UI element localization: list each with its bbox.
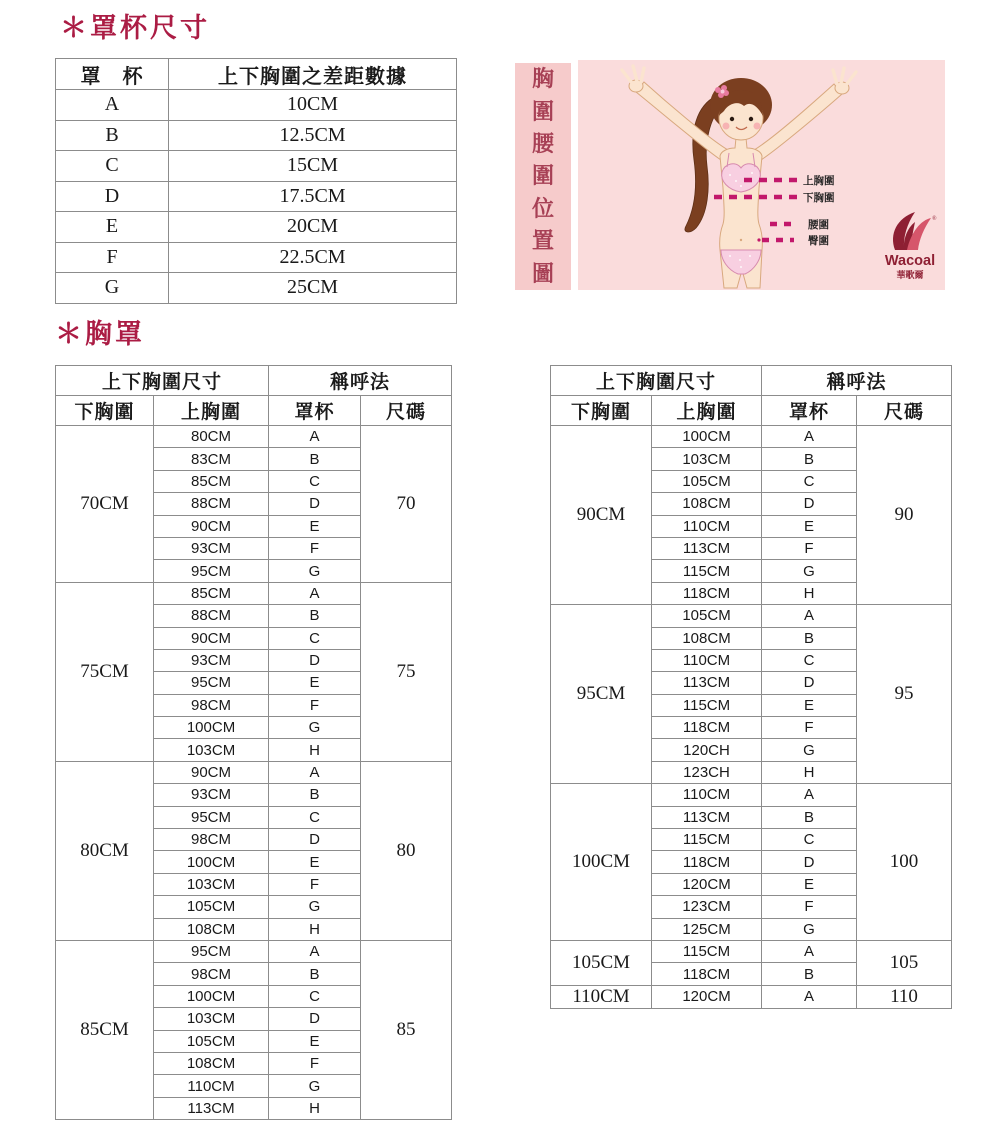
upper-bust-cell: 113CM	[652, 672, 762, 694]
cup-diff-cell: 12.5CM	[169, 120, 457, 151]
upper-bust-cell: 83CM	[154, 448, 269, 470]
cup-cell: A	[269, 426, 361, 448]
cup-cell: C	[762, 829, 857, 851]
upper-bust-cell: 125CM	[652, 918, 762, 940]
upper-bust-cell: 95CM	[154, 806, 269, 828]
cup-cell: A	[269, 761, 361, 783]
upper-bust-cell: 100CM	[154, 985, 269, 1007]
size-code-cell: 85	[361, 940, 452, 1119]
bra-group-header: 上下胸圍尺寸	[56, 366, 269, 396]
cup-table-header-row	[56, 59, 457, 90]
bra-section-title: ＊胸罩	[55, 319, 145, 349]
upper-bust-cell: 123CH	[652, 761, 762, 783]
cup-cell: C	[762, 470, 857, 492]
cup-cell: E	[762, 873, 857, 895]
cup-cell: E	[269, 851, 361, 873]
bra-size-row	[56, 426, 452, 448]
cup-cell: D	[762, 851, 857, 873]
size-code-cell: 70	[361, 426, 452, 583]
upper-bust-cell: 103CM	[154, 739, 269, 761]
size-code-cell: 95	[857, 605, 952, 784]
wacoal-logo	[885, 212, 937, 280]
cup-cell: D	[762, 672, 857, 694]
cup-column-header: 罩 杯	[56, 59, 169, 90]
bra-size-row	[56, 582, 452, 604]
upper-bust-cell: 108CM	[652, 493, 762, 515]
upper-bust-cell: 80CM	[154, 426, 269, 448]
cup-size-table	[55, 58, 457, 304]
label-waist: 腰圍	[808, 219, 829, 231]
upper-bust-cell: 85CM	[154, 582, 269, 604]
cup-cell: A	[269, 940, 361, 962]
cup-cell: H	[762, 761, 857, 783]
upper-bust-cell: 120CM	[652, 873, 762, 895]
bra-group-header-row	[551, 366, 952, 396]
cup-cell: E	[269, 1030, 361, 1052]
cup-letter-cell: B	[56, 120, 169, 151]
cup-cell: B	[762, 963, 857, 985]
cup-diff-cell: 17.5CM	[169, 181, 457, 212]
side-title-char: 位	[531, 195, 554, 221]
label-under-bust: 下胸圍	[803, 192, 835, 204]
bra-column-header: 尺碼	[361, 396, 452, 426]
under-bust-cell: 75CM	[56, 582, 154, 761]
cup-cell: F	[762, 896, 857, 918]
cup-cell: D	[269, 1008, 361, 1030]
cup-cell: C	[762, 649, 857, 671]
cup-cell: G	[762, 560, 857, 582]
side-title-char: 圍	[531, 98, 554, 124]
cup-cell: B	[269, 963, 361, 985]
cup-cell: G	[269, 717, 361, 739]
bra-size-table-right	[550, 365, 952, 1009]
upper-bust-cell: 110CM	[652, 784, 762, 806]
under-bust-cell: 105CM	[551, 940, 652, 985]
side-title-char: 圖	[531, 260, 554, 286]
diagram-side-title	[515, 63, 571, 290]
bra-size-row	[551, 784, 952, 806]
cup-cell: E	[762, 515, 857, 537]
upper-bust-cell: 108CM	[154, 1052, 269, 1074]
cup-size-row	[56, 273, 457, 304]
upper-bust-cell: 108CM	[154, 918, 269, 940]
cup-cell: F	[269, 873, 361, 895]
upper-bust-cell: 118CM	[652, 963, 762, 985]
cup-cell: C	[269, 627, 361, 649]
cup-letter-cell: D	[56, 181, 169, 212]
upper-bust-cell: 123CM	[652, 896, 762, 918]
size-code-cell: 75	[361, 582, 452, 761]
cup-cell: H	[269, 918, 361, 940]
bra-group-header: 稱呼法	[762, 366, 952, 396]
size-code-cell: 105	[857, 940, 952, 985]
upper-bust-cell: 100CM	[154, 717, 269, 739]
cup-cell: A	[762, 784, 857, 806]
upper-bust-cell: 95CM	[154, 560, 269, 582]
upper-bust-cell: 98CM	[154, 963, 269, 985]
cup-cell: C	[269, 470, 361, 492]
cup-cell: G	[762, 918, 857, 940]
upper-bust-cell: 85CM	[154, 470, 269, 492]
cup-size-row	[56, 242, 457, 273]
cup-cell: F	[269, 1052, 361, 1074]
upper-bust-cell: 110CM	[652, 649, 762, 671]
upper-bust-cell: 105CM	[154, 1030, 269, 1052]
upper-bust-cell: 113CM	[652, 806, 762, 828]
cup-cell: A	[762, 940, 857, 962]
cup-diff-cell: 10CM	[169, 90, 457, 121]
upper-bust-cell: 90CM	[154, 761, 269, 783]
cup-size-section-title: ＊罩杯尺寸	[60, 13, 210, 43]
upper-bust-cell: 105CM	[652, 605, 762, 627]
cup-cell: C	[269, 806, 361, 828]
upper-bust-cell: 115CM	[652, 560, 762, 582]
upper-bust-cell: 115CM	[652, 829, 762, 851]
upper-bust-cell: 118CM	[652, 851, 762, 873]
cup-cell: B	[762, 448, 857, 470]
upper-bust-cell: 90CM	[154, 515, 269, 537]
bra-size-row	[56, 761, 452, 783]
side-title-char: 置	[531, 228, 554, 254]
upper-bust-cell: 118CM	[652, 582, 762, 604]
upper-bust-cell: 105CM	[652, 470, 762, 492]
bra-group-header: 稱呼法	[269, 366, 452, 396]
brand-name-cn: 華歌爾	[896, 270, 924, 280]
registered-mark: ®	[932, 216, 937, 222]
cup-size-row	[56, 120, 457, 151]
upper-bust-cell: 93CM	[154, 537, 269, 559]
bra-size-table-left	[55, 365, 452, 1120]
upper-bust-cell: 118CM	[652, 717, 762, 739]
upper-bust-cell: 120CH	[652, 739, 762, 761]
cup-size-row	[56, 151, 457, 182]
cup-cell: G	[269, 896, 361, 918]
upper-bust-cell: 103CM	[154, 1008, 269, 1030]
cup-cell: D	[269, 493, 361, 515]
cup-size-row	[56, 212, 457, 243]
bra-column-header: 罩杯	[269, 396, 361, 426]
bra-column-header-row	[551, 396, 952, 426]
upper-bust-cell: 100CM	[652, 426, 762, 448]
label-upper-bust: 上胸圍	[803, 175, 835, 187]
under-bust-cell: 85CM	[56, 940, 154, 1119]
upper-bust-cell: 115CM	[652, 940, 762, 962]
bra-size-row	[551, 426, 952, 448]
brand-name: Wacoal	[884, 253, 936, 269]
side-title-char: 圍	[531, 163, 554, 189]
upper-bust-cell: 113CM	[154, 1097, 269, 1119]
under-bust-cell: 80CM	[56, 761, 154, 940]
under-bust-cell: 70CM	[56, 426, 154, 583]
upper-bust-cell: 113CM	[652, 537, 762, 559]
cup-diff-cell: 25CM	[169, 273, 457, 304]
upper-bust-cell: 110CM	[652, 515, 762, 537]
under-bust-cell: 110CM	[551, 985, 652, 1008]
under-bust-cell: 90CM	[551, 426, 652, 605]
cup-cell: F	[762, 537, 857, 559]
cup-cell: A	[269, 582, 361, 604]
bra-column-header: 下胸圍	[56, 396, 154, 426]
upper-bust-cell: 108CM	[652, 627, 762, 649]
upper-bust-cell: 115CM	[652, 694, 762, 716]
size-code-cell: 90	[857, 426, 952, 605]
upper-bust-cell: 103CM	[652, 448, 762, 470]
upper-bust-cell: 95CM	[154, 672, 269, 694]
upper-bust-cell: 90CM	[154, 627, 269, 649]
cup-cell: G	[269, 1075, 361, 1097]
cup-cell: G	[269, 560, 361, 582]
upper-bust-cell: 93CM	[154, 784, 269, 806]
under-bust-cell: 100CM	[551, 784, 652, 941]
upper-bust-cell: 88CM	[154, 493, 269, 515]
label-hip: 臀圍	[808, 235, 829, 247]
size-code-cell: 110	[857, 985, 952, 1008]
cup-cell: B	[269, 448, 361, 470]
bra-size-row	[551, 605, 952, 627]
bra-column-header: 上胸圍	[652, 396, 762, 426]
cup-cell: D	[269, 829, 361, 851]
cup-cell: F	[762, 717, 857, 739]
bra-size-row	[551, 940, 952, 962]
bra-group-header-row	[56, 366, 452, 396]
side-title-char: 胸	[531, 66, 554, 92]
upper-bust-cell: 98CM	[154, 694, 269, 716]
upper-bust-cell: 100CM	[154, 851, 269, 873]
side-title-char: 腰	[531, 131, 554, 157]
cup-cell: B	[269, 784, 361, 806]
bra-column-header: 上胸圍	[154, 396, 269, 426]
cup-cell: G	[762, 739, 857, 761]
figure-navel	[740, 239, 742, 241]
cup-cell: A	[762, 605, 857, 627]
upper-bust-cell: 98CM	[154, 829, 269, 851]
cup-cell: A	[762, 426, 857, 448]
cup-cell: A	[762, 985, 857, 1008]
cup-letter-cell: F	[56, 242, 169, 273]
cup-size-row	[56, 90, 457, 121]
upper-bust-cell: 103CM	[154, 873, 269, 895]
size-code-cell: 80	[361, 761, 452, 940]
size-code-cell: 100	[857, 784, 952, 941]
cup-cell: H	[762, 582, 857, 604]
upper-bust-cell: 120CM	[652, 985, 762, 1008]
cup-cell: C	[269, 985, 361, 1007]
cup-letter-cell: C	[56, 151, 169, 182]
cup-cell: B	[762, 627, 857, 649]
cup-size-row	[56, 181, 457, 212]
bra-column-header: 下胸圍	[551, 396, 652, 426]
upper-bust-cell: 88CM	[154, 605, 269, 627]
cup-diff-cell: 15CM	[169, 151, 457, 182]
cup-diff-cell: 20CM	[169, 212, 457, 243]
cup-letter-cell: E	[56, 212, 169, 243]
bra-column-header: 尺碼	[857, 396, 952, 426]
upper-bust-cell: 93CM	[154, 649, 269, 671]
cup-cell: H	[269, 1097, 361, 1119]
upper-bust-cell: 95CM	[154, 940, 269, 962]
cup-cell: E	[762, 694, 857, 716]
figure-illustration	[578, 60, 945, 290]
under-bust-cell: 95CM	[551, 605, 652, 784]
diff-column-header: 上下胸圍之差距數據	[169, 59, 457, 90]
cup-cell: F	[269, 537, 361, 559]
cup-cell: E	[269, 515, 361, 537]
bra-size-row	[551, 985, 952, 1008]
upper-bust-cell: 110CM	[154, 1075, 269, 1097]
cup-letter-cell: G	[56, 273, 169, 304]
cup-cell: F	[269, 694, 361, 716]
cup-cell: D	[762, 493, 857, 515]
measurement-diagram-panel	[578, 60, 945, 290]
bra-size-row	[56, 940, 452, 962]
bra-column-header: 罩杯	[762, 396, 857, 426]
cup-cell: E	[269, 672, 361, 694]
bra-column-header-row	[56, 396, 452, 426]
cup-cell: H	[269, 739, 361, 761]
cup-diff-cell: 22.5CM	[169, 242, 457, 273]
upper-bust-cell: 105CM	[154, 896, 269, 918]
cup-cell: B	[269, 605, 361, 627]
cup-cell: D	[269, 649, 361, 671]
cup-letter-cell: A	[56, 90, 169, 121]
cup-cell: B	[762, 806, 857, 828]
bra-group-header: 上下胸圍尺寸	[551, 366, 762, 396]
